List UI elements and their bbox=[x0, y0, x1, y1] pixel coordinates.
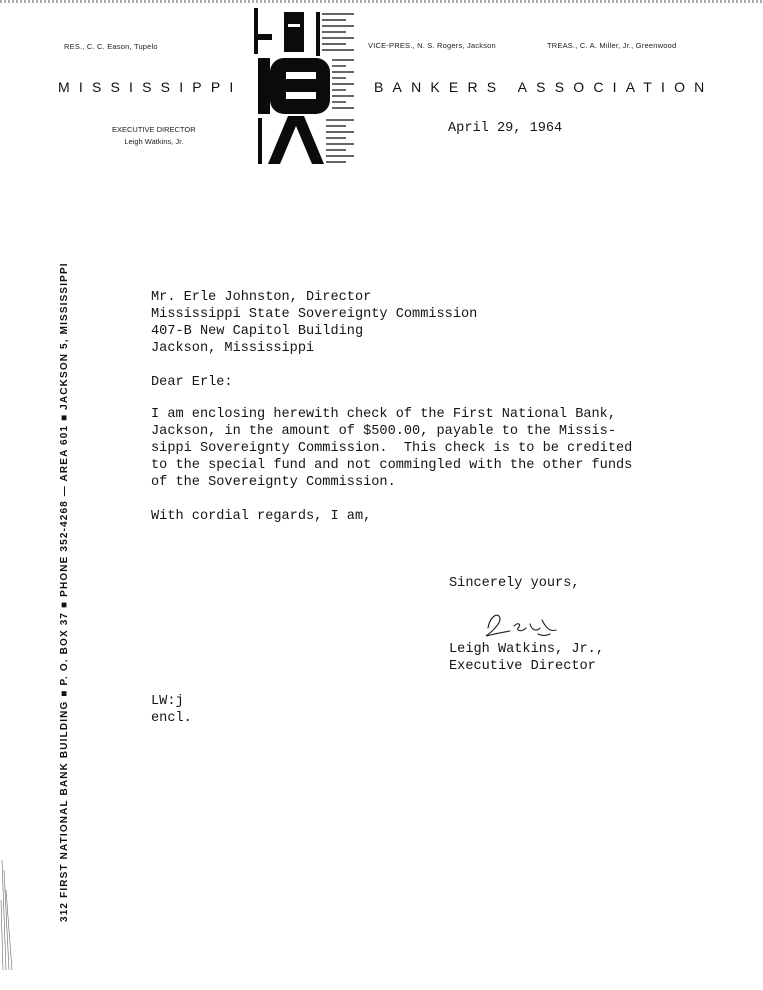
executive-director-block bbox=[112, 124, 196, 148]
vice-president-line: VICE-PRES., N. S. Rogers, Jackson bbox=[368, 41, 496, 50]
letter-date: April 29, 1964 bbox=[448, 121, 563, 136]
recipient-line: 407-B New Capitol Building bbox=[151, 324, 364, 339]
side-address-strip: 312 FIRST NATIONAL BANK BUILDING ■ P. O. BOX 37 ■ PHONE 352-4268 — AREA 601 ■ JACKSON 5, MISSISSIPPI bbox=[59, 262, 70, 922]
salutation: Dear Erle: bbox=[151, 375, 233, 390]
body-line: to the special fund and not commingled with the other funds bbox=[151, 458, 633, 473]
letterhead-name-right: BANKERS ASSOCIATION bbox=[374, 79, 714, 95]
body-line: I am enclosing herewith check of the First National Bank, bbox=[151, 407, 616, 422]
body-line: of the Sovereignty Commission. bbox=[151, 475, 396, 490]
body-line: Jackson, in the amount of $500.00, payable to the Missis- bbox=[151, 424, 616, 439]
signer-title: Executive Director bbox=[449, 659, 596, 674]
handwritten-signature bbox=[480, 606, 566, 644]
letter-body bbox=[151, 406, 711, 491]
scan-artifact bbox=[0, 860, 16, 970]
president-line: RES., C. C. Eason, Tupelo bbox=[64, 42, 158, 51]
recipient-line: Mr. Erle Johnston, Director bbox=[151, 290, 372, 305]
recipient-line: Mississippi State Sovereignty Commission bbox=[151, 307, 478, 322]
executive-director-title: EXECUTIVE DIRECTOR bbox=[112, 125, 196, 134]
scan-edge bbox=[0, 0, 763, 3]
recipient-address bbox=[151, 289, 711, 357]
enclosure-note: encl. bbox=[151, 711, 192, 726]
typist-initials: LW:j bbox=[151, 694, 184, 709]
closing-line: With cordial regards, I am, bbox=[151, 509, 372, 524]
treasurer-line: TREAS., C. A. Miller, Jr., Greenwood bbox=[547, 41, 677, 50]
complimentary-close: Sincerely yours, bbox=[449, 576, 580, 591]
executive-director-name: Leigh Watkins, Jr. bbox=[124, 137, 184, 146]
mba-logo bbox=[254, 8, 358, 168]
recipient-line: Jackson, Mississippi bbox=[151, 341, 315, 356]
body-line: sippi Sovereignty Commission. This check is to be credited bbox=[151, 441, 633, 456]
letterhead-name-left: MISSISSIPPI bbox=[58, 79, 243, 95]
signer-name: Leigh Watkins, Jr., bbox=[449, 642, 604, 657]
